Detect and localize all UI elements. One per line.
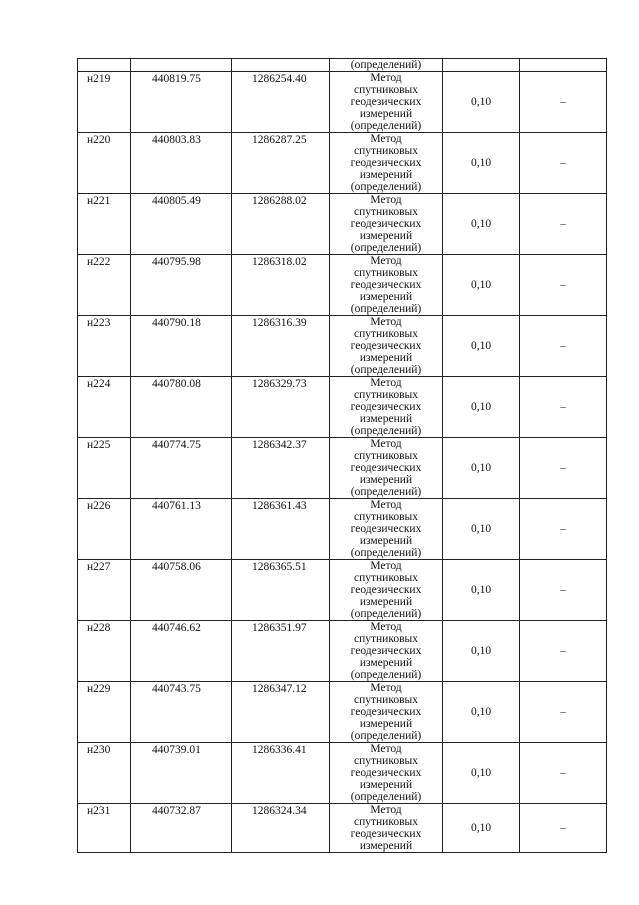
method-line: геодезических	[350, 645, 422, 657]
point-id-cell: н226	[78, 499, 131, 560]
x-coordinate-cell: 440746.62	[131, 621, 232, 682]
accuracy-cell: 0,10	[443, 560, 520, 621]
method-line: Метод	[370, 194, 402, 206]
x-coordinate-cell: 440803.83	[131, 133, 232, 194]
accuracy-cell: 0,10	[443, 133, 520, 194]
continuation-row	[78, 59, 607, 72]
method-cell	[330, 438, 443, 499]
method-cell	[330, 194, 443, 255]
method-cell	[330, 377, 443, 438]
method-line: геодезических	[350, 279, 422, 291]
method-line: спутниковых	[353, 755, 418, 767]
method-line: (определений)	[350, 242, 422, 254]
method-line: (определений)	[350, 547, 422, 559]
method-line: измерений	[359, 474, 413, 486]
method-line: геодезических	[350, 218, 422, 230]
method-line: спутниковых	[353, 511, 418, 523]
method-cell	[330, 743, 443, 804]
method-line: Метод	[370, 438, 402, 450]
method-line: измерений	[359, 169, 413, 181]
point-id-cell: н220	[78, 133, 131, 194]
point-id-cell: н222	[78, 255, 131, 316]
accuracy-cell: 0,10	[443, 804, 520, 853]
table-row	[78, 438, 607, 499]
dash-cell: –	[520, 438, 607, 499]
x-coordinate-cell: 440739.01	[131, 743, 232, 804]
coordinates-table	[77, 58, 607, 853]
method-line: измерений	[359, 596, 413, 608]
x-coordinate-cell: 440795.98	[131, 255, 232, 316]
point-id-cell: н229	[78, 682, 131, 743]
method-line: спутниковых	[353, 816, 418, 828]
y-coordinate-cell: 1286365.51	[232, 560, 330, 621]
method-line: (определений)	[350, 425, 422, 437]
point-id-cell: н224	[78, 377, 131, 438]
dash-cell: –	[520, 499, 607, 560]
x-coordinate-cell: 440732.87	[131, 804, 232, 853]
table-row	[78, 194, 607, 255]
point-id-cell: н221	[78, 194, 131, 255]
x-coordinate-cell: 440758.06	[131, 560, 232, 621]
empty-cell	[443, 59, 520, 72]
dash-cell: –	[520, 72, 607, 133]
y-coordinate-cell: 1286288.02	[232, 194, 330, 255]
method-line: измерений	[359, 840, 413, 852]
point-id-cell: н228	[78, 621, 131, 682]
point-id-cell: н230	[78, 743, 131, 804]
empty-cell	[131, 59, 232, 72]
y-coordinate-cell: 1286324.34	[232, 804, 330, 853]
method-cell	[330, 621, 443, 682]
y-coordinate-cell: 1286254.40	[232, 72, 330, 133]
x-coordinate-cell: 440761.13	[131, 499, 232, 560]
method-line: (определений)	[350, 364, 422, 376]
method-line: измерений	[359, 291, 413, 303]
y-coordinate-cell: 1286336.41	[232, 743, 330, 804]
method-line: (определений)	[350, 791, 422, 803]
method-line: Метод	[370, 560, 402, 572]
method-line: спутниковых	[353, 694, 418, 706]
dash-cell: –	[520, 316, 607, 377]
table-row	[78, 255, 607, 316]
method-line: измерений	[359, 535, 413, 547]
method-line: (определений)	[350, 608, 422, 620]
dash-cell: –	[520, 560, 607, 621]
y-coordinate-cell: 1286329.73	[232, 377, 330, 438]
point-id-cell: н219	[78, 72, 131, 133]
accuracy-cell: 0,10	[443, 682, 520, 743]
table-row	[78, 743, 607, 804]
method-line: спутниковых	[353, 633, 418, 645]
empty-cell	[78, 59, 131, 72]
accuracy-cell: 0,10	[443, 316, 520, 377]
empty-cell	[232, 59, 330, 72]
method-line: Метод	[370, 72, 402, 84]
method-line: Метод	[370, 133, 402, 145]
method-line: геодезических	[350, 462, 422, 474]
method-line: геодезических	[350, 584, 422, 596]
method-line: (определений)	[350, 303, 422, 315]
coordinates-table-page	[77, 58, 606, 853]
y-coordinate-cell: 1286287.25	[232, 133, 330, 194]
method-cell	[330, 804, 443, 853]
method-line: спутниковых	[353, 84, 418, 96]
method-line: Метод	[370, 377, 402, 389]
dash-cell: –	[520, 743, 607, 804]
method-cell	[330, 133, 443, 194]
method-line: Метод	[370, 316, 402, 328]
accuracy-cell: 0,10	[443, 621, 520, 682]
dash-cell: –	[520, 133, 607, 194]
y-coordinate-cell: 1286347.12	[232, 682, 330, 743]
y-coordinate-cell: 1286318.02	[232, 255, 330, 316]
x-coordinate-cell: 440774.75	[131, 438, 232, 499]
y-coordinate-cell: 1286351.97	[232, 621, 330, 682]
method-line: геодезических	[350, 157, 422, 169]
method-line: геодезических	[350, 523, 422, 535]
accuracy-cell: 0,10	[443, 194, 520, 255]
dash-cell: –	[520, 621, 607, 682]
accuracy-cell: 0,10	[443, 499, 520, 560]
method-line: спутниковых	[353, 572, 418, 584]
dash-cell: –	[520, 377, 607, 438]
dash-cell: –	[520, 682, 607, 743]
method-line: Метод	[370, 804, 402, 816]
method-line: геодезических	[350, 340, 422, 352]
method-cell	[330, 499, 443, 560]
method-line: (определений)	[350, 669, 422, 681]
point-id-cell: н223	[78, 316, 131, 377]
method-line: Метод	[370, 621, 402, 633]
table-row	[78, 560, 607, 621]
x-coordinate-cell: 440805.49	[131, 194, 232, 255]
method-line: Метод	[370, 743, 402, 755]
method-line: измерений	[359, 108, 413, 120]
y-coordinate-cell: 1286316.39	[232, 316, 330, 377]
method-line: спутниковых	[353, 206, 418, 218]
method-cell	[330, 682, 443, 743]
accuracy-cell: 0,10	[443, 743, 520, 804]
method-line: спутниковых	[353, 328, 418, 340]
table-row	[78, 133, 607, 194]
accuracy-cell: 0,10	[443, 377, 520, 438]
method-cell	[330, 560, 443, 621]
method-cell	[330, 255, 443, 316]
table-row	[78, 72, 607, 133]
method-line: спутниковых	[353, 450, 418, 462]
method-cell	[330, 72, 443, 133]
table-row	[78, 316, 607, 377]
dash-cell: –	[520, 194, 607, 255]
point-id-cell: н225	[78, 438, 131, 499]
method-line: измерений	[359, 413, 413, 425]
empty-cell	[520, 59, 607, 72]
method-line: Метод	[370, 682, 402, 694]
method-line: Метод	[370, 499, 402, 511]
method-line: измерений	[359, 657, 413, 669]
accuracy-cell: 0,10	[443, 72, 520, 133]
table-row	[78, 682, 607, 743]
table-body	[78, 59, 607, 853]
method-cell	[330, 316, 443, 377]
method-line: (определений)	[350, 486, 422, 498]
table-row	[78, 377, 607, 438]
method-line: спутниковых	[353, 389, 418, 401]
table-row	[78, 804, 607, 853]
method-line: геодезических	[350, 401, 422, 413]
x-coordinate-cell: 440790.18	[131, 316, 232, 377]
method-line: геодезических	[350, 767, 422, 779]
table-row	[78, 499, 607, 560]
point-id-cell: н231	[78, 804, 131, 853]
dash-cell: –	[520, 804, 607, 853]
method-line: геодезических	[350, 828, 422, 840]
method-line: измерений	[359, 352, 413, 364]
y-coordinate-cell: 1286361.43	[232, 499, 330, 560]
method-line: (определений)	[350, 730, 422, 742]
point-id-cell: н227	[78, 560, 131, 621]
method-line: спутниковых	[353, 145, 418, 157]
x-coordinate-cell: 440743.75	[131, 682, 232, 743]
method-cell-continued: (определений)	[330, 59, 443, 72]
method-line: геодезических	[350, 96, 422, 108]
method-line: спутниковых	[353, 267, 418, 279]
x-coordinate-cell: 440780.08	[131, 377, 232, 438]
x-coordinate-cell: 440819.75	[131, 72, 232, 133]
method-line: (определений)	[350, 120, 422, 132]
method-line: Метод	[370, 255, 402, 267]
dash-cell: –	[520, 255, 607, 316]
accuracy-cell: 0,10	[443, 438, 520, 499]
method-line: геодезических	[350, 706, 422, 718]
y-coordinate-cell: 1286342.37	[232, 438, 330, 499]
method-line: измерений	[359, 718, 413, 730]
accuracy-cell: 0,10	[443, 255, 520, 316]
method-line: измерений	[359, 779, 413, 791]
method-line: (определений)	[350, 181, 422, 193]
method-line: измерений	[359, 230, 413, 242]
table-row	[78, 621, 607, 682]
